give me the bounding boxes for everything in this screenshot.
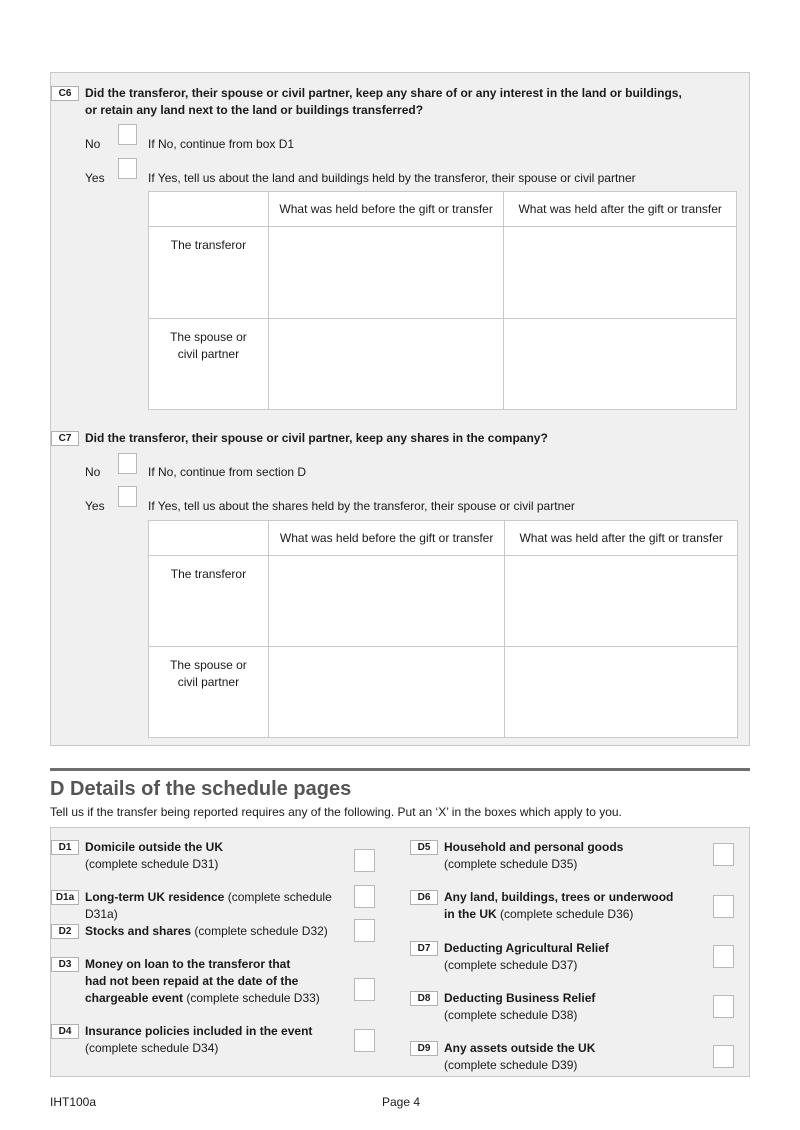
c6-row-transferor-label: The transferor — [149, 227, 269, 319]
c7-yes-instruction: If Yes, tell us about the shares held by the transferor, their spouse or civil partner — [148, 499, 575, 513]
c7-yes-label: Yes — [85, 499, 105, 513]
d9-detail: (complete schedule D39) — [444, 1058, 578, 1072]
c6-no-instruction: If No, continue from box D1 — [148, 137, 295, 151]
d3-title-line2: had not been repaid at the date of the — [85, 974, 299, 988]
c7-transferor-after-cell[interactable] — [505, 556, 738, 647]
d7-checkbox[interactable] — [713, 945, 734, 968]
c6-transferor-before-cell[interactable] — [268, 227, 504, 319]
d2-checkbox[interactable] — [354, 919, 375, 942]
c6-land-table — [148, 191, 737, 410]
c7-spouse-before-cell[interactable] — [268, 647, 505, 738]
c7-col-after-header: What was held after the gift or transfer — [505, 521, 738, 556]
d4-item — [85, 1023, 355, 1057]
question-code-d3: D3 — [51, 957, 79, 972]
question-code-d7: D7 — [410, 941, 438, 956]
d9-title: Any assets outside the UK — [444, 1041, 596, 1055]
question-code-d8: D8 — [410, 991, 438, 1006]
c7-spouse-after-cell[interactable] — [505, 647, 738, 738]
question-c6-line1: Did the transferor, their spouse or civil partner, keep any share of or any interest in the land or buildings, — [85, 86, 682, 100]
c6-no-label: No — [85, 137, 101, 151]
c6-col-after-header: What was held after the gift or transfer — [504, 192, 737, 227]
c6-transferor-after-cell[interactable] — [504, 227, 737, 319]
question-code-d5: D5 — [410, 840, 438, 855]
c7-table-corner — [149, 521, 269, 556]
c7-no-instruction: If No, continue from section D — [148, 465, 307, 479]
d8-title: Deducting Business Relief — [444, 991, 596, 1005]
c6-table-corner — [149, 192, 269, 227]
c6-col-before-header: What was held before the gift or transfer — [268, 192, 504, 227]
d1a-item — [85, 889, 355, 923]
question-code-c6: C6 — [51, 86, 79, 101]
c7-yes-checkbox[interactable] — [118, 486, 137, 507]
c6-yes-label: Yes — [85, 171, 105, 185]
c7-no-label: No — [85, 465, 101, 479]
d6-detail: (complete schedule D36) — [496, 907, 634, 921]
d3-detail: (complete schedule D33) — [183, 991, 320, 1005]
d6-item — [444, 889, 714, 923]
d6-checkbox[interactable] — [713, 895, 734, 918]
d2-title: Stocks and shares — [85, 924, 192, 938]
d3-checkbox[interactable] — [354, 978, 375, 1001]
d7-title: Deducting Agricultural Relief — [444, 941, 609, 955]
c7-no-checkbox[interactable] — [118, 453, 137, 474]
section-d-title: D Details of the schedule pages — [50, 778, 352, 800]
c7-row-transferor-label: The transferor — [149, 556, 269, 647]
d2-item — [85, 923, 355, 940]
d8-checkbox[interactable] — [713, 995, 734, 1018]
d4-title: Insurance policies included in the event — [85, 1024, 313, 1038]
c6-spouse-after-cell[interactable] — [504, 319, 737, 410]
question-code-d9: D9 — [410, 1041, 438, 1056]
c7-col-before-header: What was held before the gift or transfer — [268, 521, 505, 556]
section-d-panel — [50, 827, 750, 1077]
c7-row-spouse-label — [149, 647, 269, 738]
question-code-d6: D6 — [410, 890, 438, 905]
d1-checkbox[interactable] — [354, 849, 375, 872]
d3-item — [85, 956, 355, 1007]
footer-form-code: IHT100a — [50, 1095, 97, 1109]
c7-transferor-before-cell[interactable] — [268, 556, 505, 647]
d1-detail: (complete schedule D31) — [85, 857, 219, 871]
c6-row-spouse-line1: The spouse or — [170, 330, 247, 344]
d5-item — [444, 839, 714, 873]
d1a-title: Long-term UK residence — [85, 890, 225, 904]
d8-detail: (complete schedule D38) — [444, 1008, 578, 1022]
question-code-d1a: D1a — [51, 890, 79, 905]
question-code-d4: D4 — [51, 1024, 79, 1039]
c6-yes-instruction: If Yes, tell us about the land and buildings held by the transferor, their spouse or civil partner — [148, 171, 636, 185]
d7-detail: (complete schedule D37) — [444, 958, 578, 972]
d7-item — [444, 940, 714, 974]
section-d-subtitle: Tell us if the transfer being reported requires any of the following. Put an ‘X’ in the boxes which apply to you. — [50, 805, 622, 819]
c6-spouse-before-cell[interactable] — [268, 319, 504, 410]
d5-detail: (complete schedule D35) — [444, 857, 578, 871]
d1a-detail: (complete schedule D31a) — [85, 890, 332, 921]
d5-title: Household and personal goods — [444, 840, 624, 854]
question-c7: Did the transferor, their spouse or civil partner, keep any shares in the company? — [85, 431, 548, 445]
d2-detail: (complete schedule D32) — [191, 924, 328, 938]
question-c6 — [85, 85, 725, 119]
d9-checkbox[interactable] — [713, 1045, 734, 1068]
d4-detail: (complete schedule D34) — [85, 1041, 219, 1055]
d3-title-line1: Money on loan to the transferor that — [85, 957, 291, 971]
section-c-panel — [50, 72, 750, 746]
d4-checkbox[interactable] — [354, 1029, 375, 1052]
d6-title-line2: in the UK — [444, 907, 497, 921]
c6-no-checkbox[interactable] — [118, 124, 137, 145]
d3-title-line3: chargeable event — [85, 991, 184, 1005]
c7-row-spouse-line1: The spouse or — [170, 658, 247, 672]
d1-item — [85, 839, 355, 873]
question-code-c7: C7 — [51, 431, 79, 446]
c6-row-spouse-label — [149, 319, 269, 410]
question-code-d1: D1 — [51, 840, 79, 855]
d5-checkbox[interactable] — [713, 843, 734, 866]
d8-item — [444, 990, 714, 1024]
c7-row-spouse-line2: civil partner — [177, 675, 240, 689]
d9-item — [444, 1040, 714, 1074]
c6-row-spouse-line2: civil partner — [177, 347, 240, 361]
footer-page-number: Page 4 — [382, 1095, 421, 1109]
c6-yes-checkbox[interactable] — [118, 158, 137, 179]
section-d-divider — [50, 768, 750, 771]
d1a-checkbox[interactable] — [354, 885, 375, 908]
question-c6-line2: or retain any land next to the land or buildings transferred? — [85, 103, 424, 117]
d1-title: Domicile outside the UK — [85, 840, 224, 854]
question-code-d2: D2 — [51, 924, 79, 939]
d6-title-line1: Any land, buildings, trees or underwood — [444, 890, 674, 904]
c7-shares-table — [148, 520, 738, 738]
